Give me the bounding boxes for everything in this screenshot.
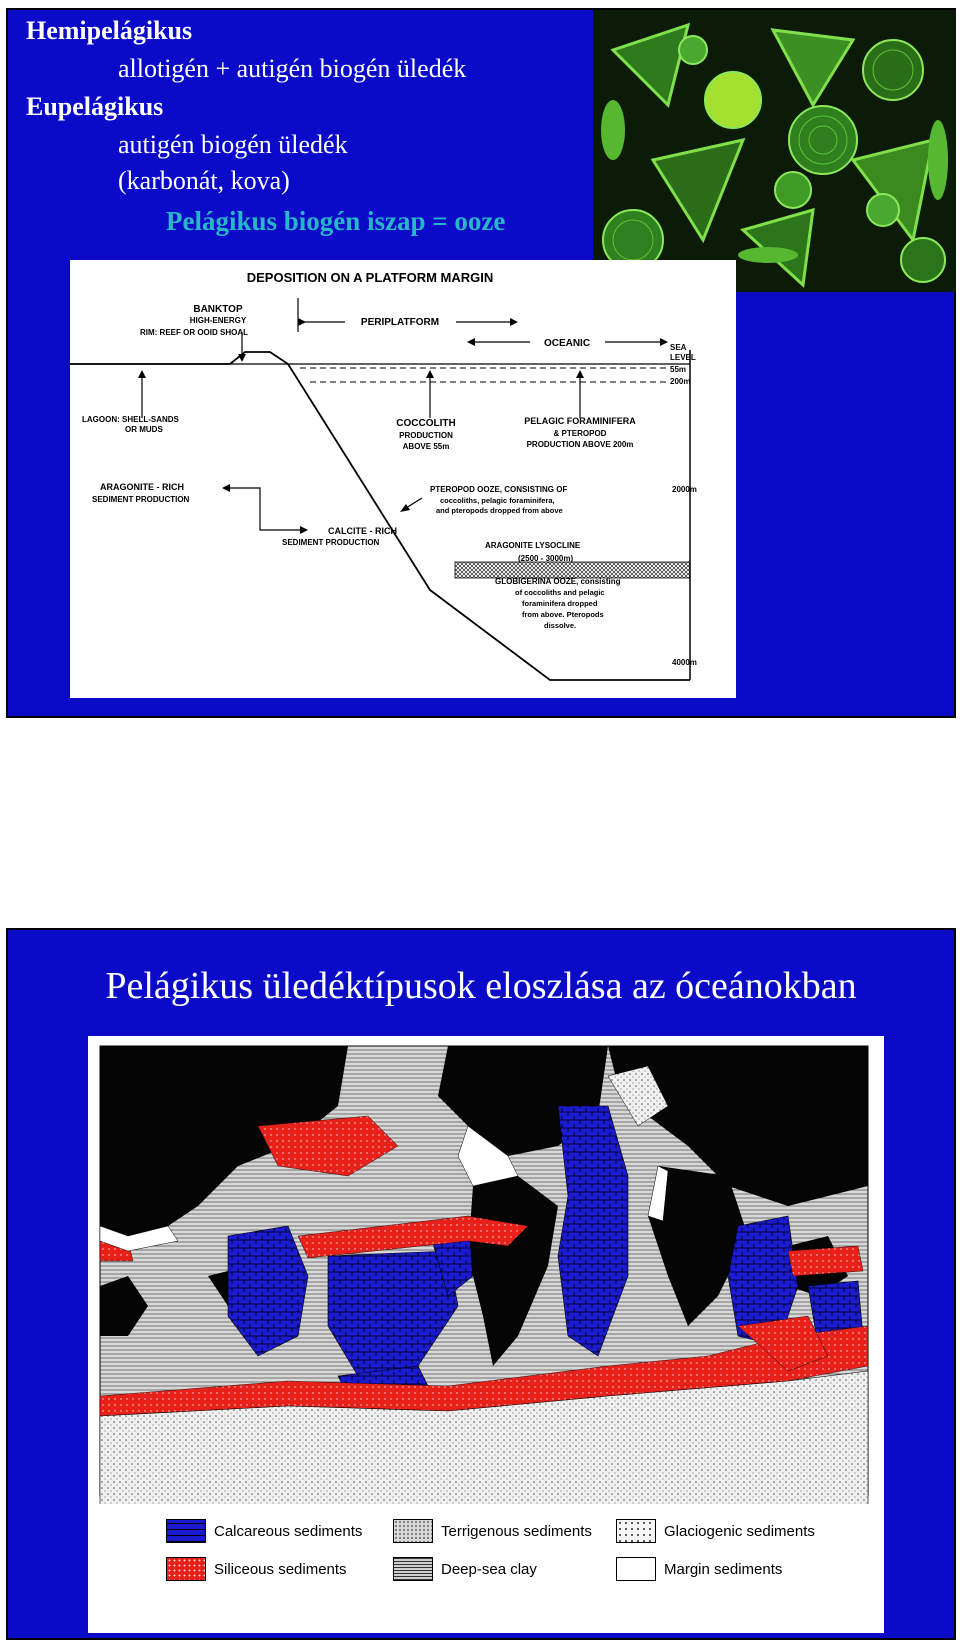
label-pteropod-ooze-3: and pteropods dropped from above xyxy=(436,506,563,515)
label-200m: 200m xyxy=(670,377,691,386)
label-calcite-rich: CALCITE - RICH xyxy=(328,526,397,536)
platform-margin-diagram xyxy=(70,260,736,698)
text-eupelagic-desc: autigén biogén üledék xyxy=(118,130,348,159)
legend-label: Terrigenous sediments xyxy=(441,1522,592,1540)
slide-title: Pelágikus üledéktípusok eloszlása az óceánokban xyxy=(105,965,857,1007)
label-globigerina-2: of coccoliths and pelagic xyxy=(515,588,605,597)
legend-label: Margin sediments xyxy=(664,1560,783,1578)
label-2000m: 2000m xyxy=(672,485,697,494)
label-foraminifera: PELAGIC FORAMINIFERA xyxy=(524,416,636,426)
label-lagoon-muds: OR MUDS xyxy=(125,425,163,434)
legend-swatch xyxy=(616,1557,656,1581)
label-high-energy: HIGH-ENERGY xyxy=(189,316,247,325)
label-pteropod-ooze: PTEROPOD OOZE, CONSISTING OF xyxy=(430,485,568,494)
label-globigerina-5: dissolve. xyxy=(544,621,577,630)
label-rim: RIM: REEF OR OOID SHOAL xyxy=(140,328,248,337)
legend-swatch xyxy=(393,1519,433,1543)
legend-label: Deep-sea clay xyxy=(441,1560,537,1578)
label-oceanic: OCEANIC xyxy=(543,338,591,349)
legend-item xyxy=(616,1556,782,1582)
label-banktop: BANKTOP xyxy=(193,304,243,315)
label-periplatform: PERIPLATFORM xyxy=(360,317,440,328)
label-lysocline-depth: (2500 - 3000m) xyxy=(518,554,574,563)
map-legend xyxy=(88,1504,884,1629)
legend-item xyxy=(616,1518,815,1544)
label-aragonite-rich: ARAGONITE - RICH xyxy=(100,482,184,492)
legend-swatch xyxy=(393,1557,433,1581)
label-coccolith: COCCOLITH xyxy=(396,418,456,429)
legend-label: Glaciogenic sediments xyxy=(664,1522,815,1540)
label-globigerina: GLOBIGERINA OOZE, consisting xyxy=(495,577,621,586)
label-sea: SEA xyxy=(670,343,687,352)
heading-hemipelagic: Hemipelágikus xyxy=(26,16,193,45)
label-aragonite-production: SEDIMENT PRODUCTION xyxy=(92,495,190,504)
label-level: LEVEL xyxy=(670,353,696,362)
label-pteropod: & PTEROPOD xyxy=(553,429,607,438)
text-carbonate-silica: (karbonát, kova) xyxy=(118,166,290,195)
diagram-title: DEPOSITION ON A PLATFORM MARGIN xyxy=(246,270,494,285)
label-globigerina-4: from above. Pteropods xyxy=(522,610,604,619)
legend-swatch xyxy=(166,1519,206,1543)
label-coccolith-depth: ABOVE 55m xyxy=(402,442,450,451)
text-pelagic-ooze: Pelágikus biogén iszap = ooze xyxy=(166,206,506,236)
legend-item xyxy=(393,1556,537,1582)
slide-platform-deposition xyxy=(6,8,956,718)
diatom-micrograph-image xyxy=(593,10,956,292)
label-pteropod-ooze-2: coccoliths, pelagic foraminifera, xyxy=(440,496,555,505)
legend-item xyxy=(166,1556,347,1582)
heading-eupelagic: Eupelágikus xyxy=(26,92,164,121)
legend-item xyxy=(393,1518,592,1544)
label-55m: 55m xyxy=(670,365,687,374)
label-aragonite-lysocline: ARAGONITE LYSOCLINE xyxy=(485,541,581,550)
label-globigerina-3: foraminifera dropped xyxy=(522,599,598,608)
label-lagoon: LAGOON: SHELL-SANDS xyxy=(82,415,179,424)
label-foraminifera-depth: PRODUCTION ABOVE 200m xyxy=(526,440,634,449)
label-coccolith-production: PRODUCTION xyxy=(399,431,453,440)
legend-item xyxy=(166,1518,362,1544)
legend-label: Calcareous sediments xyxy=(214,1522,363,1540)
legend-swatch xyxy=(616,1519,656,1543)
legend-swatch xyxy=(166,1557,206,1581)
world-sediment-map xyxy=(88,1036,884,1633)
label-4000m: 4000m xyxy=(672,658,697,667)
text-hemipelagic-desc: allotigén + autigén biogén üledék xyxy=(118,54,467,83)
legend-label: Siliceous sediments xyxy=(214,1560,347,1578)
label-calcite-production: SEDIMENT PRODUCTION xyxy=(282,538,380,547)
slide-sediment-distribution xyxy=(6,928,956,1640)
